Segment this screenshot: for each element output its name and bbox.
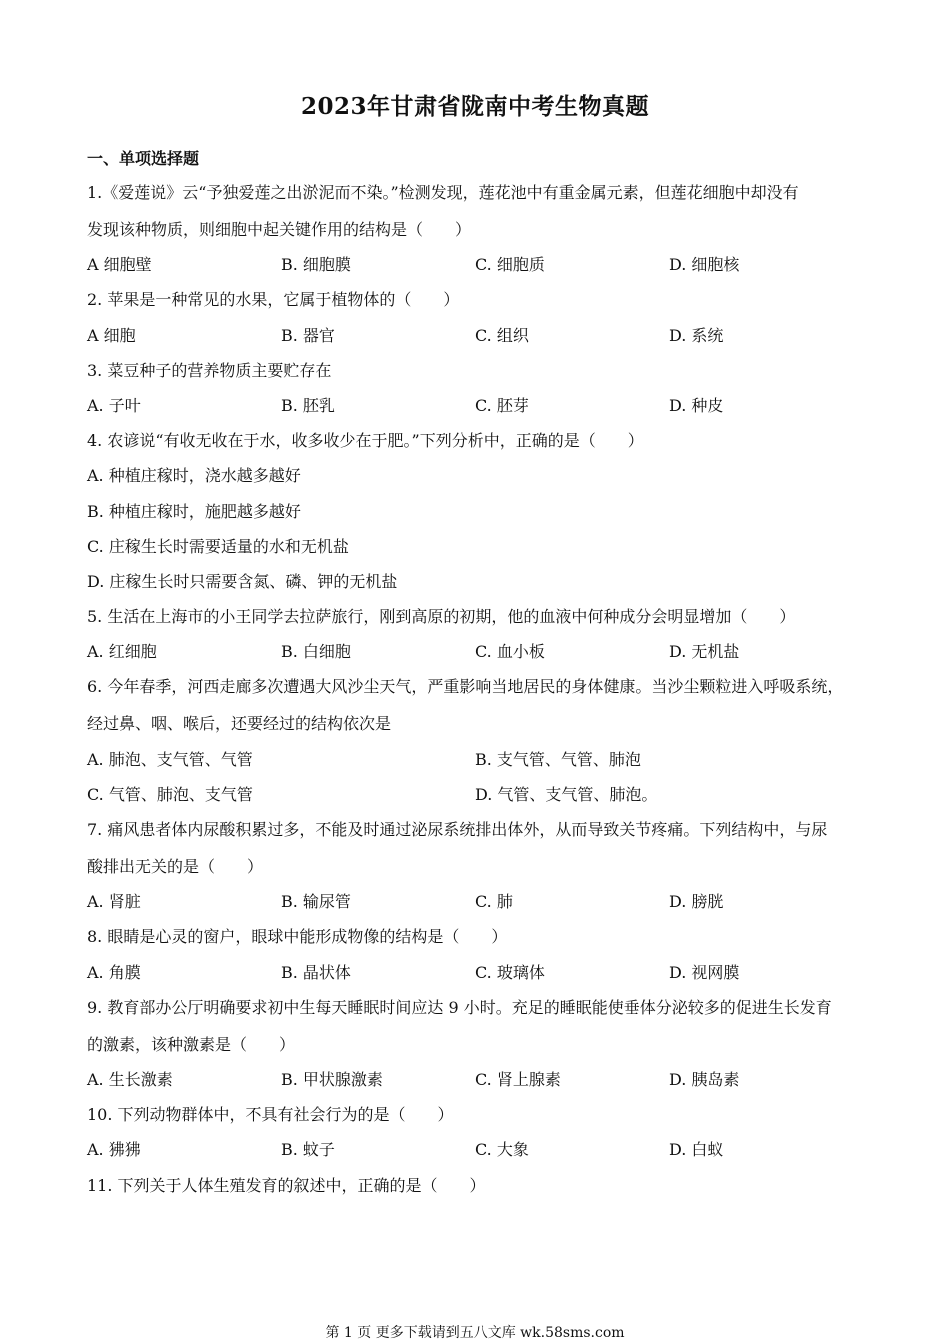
answer-option: D. 胰岛素 — [669, 1069, 740, 1089]
question-3 — [87, 356, 877, 426]
answer-option: C. 组织 — [475, 325, 529, 345]
question-2 — [87, 285, 877, 355]
answer-option: A. 种植庄稼时，浇水越多越好 — [87, 466, 301, 486]
question-stem: 经过鼻、咽、喉后，还要经过的结构依次是 — [87, 714, 392, 734]
question-4 — [87, 426, 877, 602]
answer-option: D. 无机盐 — [669, 642, 740, 662]
answer-option: A 细胞壁 — [87, 255, 152, 275]
question-stem: 发现该种物质，则细胞中起关键作用的结构是（ ） — [87, 220, 472, 239]
answer-option: A. 红细胞 — [87, 642, 157, 662]
option-row — [87, 1135, 877, 1170]
answer-option: B. 种植庄稼时，施肥越多越好 — [87, 501, 301, 521]
answer-option: D. 气管、支气管、肺泡。 — [475, 784, 658, 804]
answer-option: A. 肾脏 — [87, 892, 141, 912]
answer-option: A. 生长激素 — [87, 1069, 173, 1089]
question-stem: 1.《爱莲说》云“予独爱莲之出淤泥而不染。”检测发现，莲花池中有重金属元素，但莲花细胞中却没有 — [87, 183, 799, 202]
question-7 — [87, 815, 877, 922]
option-row — [87, 321, 877, 356]
answer-option: A. 角膜 — [87, 962, 141, 982]
option-row — [87, 887, 877, 922]
answer-option: D. 白蚁 — [669, 1140, 724, 1160]
answer-option: B. 器官 — [281, 325, 335, 345]
answer-option: A. 子叶 — [87, 395, 141, 415]
question-1 — [87, 178, 877, 285]
question-stem: 2. 苹果是一种常见的水果，它属于植物体的（ ） — [87, 290, 460, 310]
answer-option: D. 种皮 — [669, 395, 724, 415]
question-stem: 酸排出无关的是（ ） — [87, 857, 264, 876]
answer-option: C. 庄稼生长时需要适量的水和无机盐 — [87, 536, 349, 556]
question-stem: 10. 下列动物群体中，不具有社会行为的是（ ） — [87, 1105, 454, 1125]
answer-option: C. 细胞质 — [475, 255, 545, 275]
answer-option: B. 甲状腺激素 — [281, 1069, 383, 1089]
option-row — [87, 745, 877, 780]
page-footer: 第 1 页 更多下载请到五八文库 wk.58sms.com — [325, 1325, 625, 1341]
answer-option: D. 膀胱 — [669, 892, 724, 912]
answer-option: C. 肺 — [475, 892, 513, 912]
answer-option: B. 晶状体 — [281, 962, 351, 982]
question-stem: 11. 下列关于人体生殖发育的叙述中，正确的是（ ） — [87, 1175, 486, 1195]
question-list — [87, 178, 877, 1206]
answer-option: A. 肺泡、支气管、气管 — [87, 749, 253, 769]
answer-option: B. 白细胞 — [281, 642, 351, 662]
option-row — [87, 1065, 877, 1100]
question-stem: 5. 生活在上海市的小王同学去拉萨旅行，刚到高原的初期，他的血液中何种成分会明显增加（ ） — [87, 607, 796, 627]
question-stem: 6. 今年春季，河西走廊多次遭遇大风沙尘天气，严重影响当地居民的身体健康。当沙尘颗粒进入呼吸系统， — [87, 677, 844, 697]
question-stem: 9. 教育部办公厅明确要求初中生每天睡眠时间应达 9 小时。充足的睡眠能使垂体分泌较多的促进生长发育 — [87, 997, 832, 1017]
answer-option: C. 玻璃体 — [475, 962, 545, 982]
option-row — [87, 780, 877, 815]
option-row — [87, 637, 877, 672]
option-row — [87, 958, 877, 993]
answer-option: A. 狒狒 — [87, 1140, 141, 1160]
question-stem: 的激素，该种激素是（ ） — [87, 1034, 296, 1054]
answer-option: D. 系统 — [669, 325, 724, 345]
question-stem: 7. 痛风患者体内尿酸积累过多，不能及时通过泌尿系统排出体外，从而导致关节疼痛。下列结构中，与尿 — [87, 820, 828, 839]
question-6 — [87, 672, 877, 815]
answer-option: C. 气管、肺泡、支气管 — [87, 784, 253, 804]
option-row — [87, 391, 877, 426]
question-stem: 8. 眼睛是心灵的窗户，眼球中能形成物像的结构是（ ） — [87, 927, 508, 947]
answer-option: B. 支气管、气管、肺泡 — [475, 749, 641, 769]
answer-option: C. 胚芽 — [475, 395, 529, 415]
answer-option: A 细胞 — [87, 325, 136, 345]
answer-option: C. 大象 — [475, 1140, 529, 1160]
answer-option: D. 细胞核 — [669, 255, 740, 275]
question-9 — [87, 993, 877, 1100]
question-11 — [87, 1171, 877, 1206]
answer-option: B. 胚乳 — [281, 395, 335, 415]
question-8 — [87, 922, 877, 992]
question-stem: 3. 菜豆种子的营养物质主要贮存在 — [87, 360, 332, 380]
answer-option: B. 蚊子 — [281, 1140, 335, 1160]
section-heading: 一、单项选择题 — [87, 149, 200, 168]
question-10 — [87, 1100, 877, 1170]
answer-option: B. 细胞膜 — [281, 255, 351, 275]
answer-option: C. 肾上腺素 — [475, 1069, 561, 1089]
question-5 — [87, 602, 877, 672]
answer-option: D. 庄稼生长时只需要含氮、磷、钾的无机盐 — [87, 571, 398, 591]
page-title: 2023年甘肃省陇南中考生物真题 — [300, 93, 649, 120]
answer-option: D. 视网膜 — [669, 962, 740, 982]
question-stem: 4. 农谚说“有收无收在于水，收多收少在于肥。”下列分析中，正确的是（ ） — [87, 431, 644, 451]
answer-option: B. 输尿管 — [281, 892, 351, 912]
option-row — [87, 250, 877, 285]
answer-option: C. 血小板 — [475, 642, 545, 662]
